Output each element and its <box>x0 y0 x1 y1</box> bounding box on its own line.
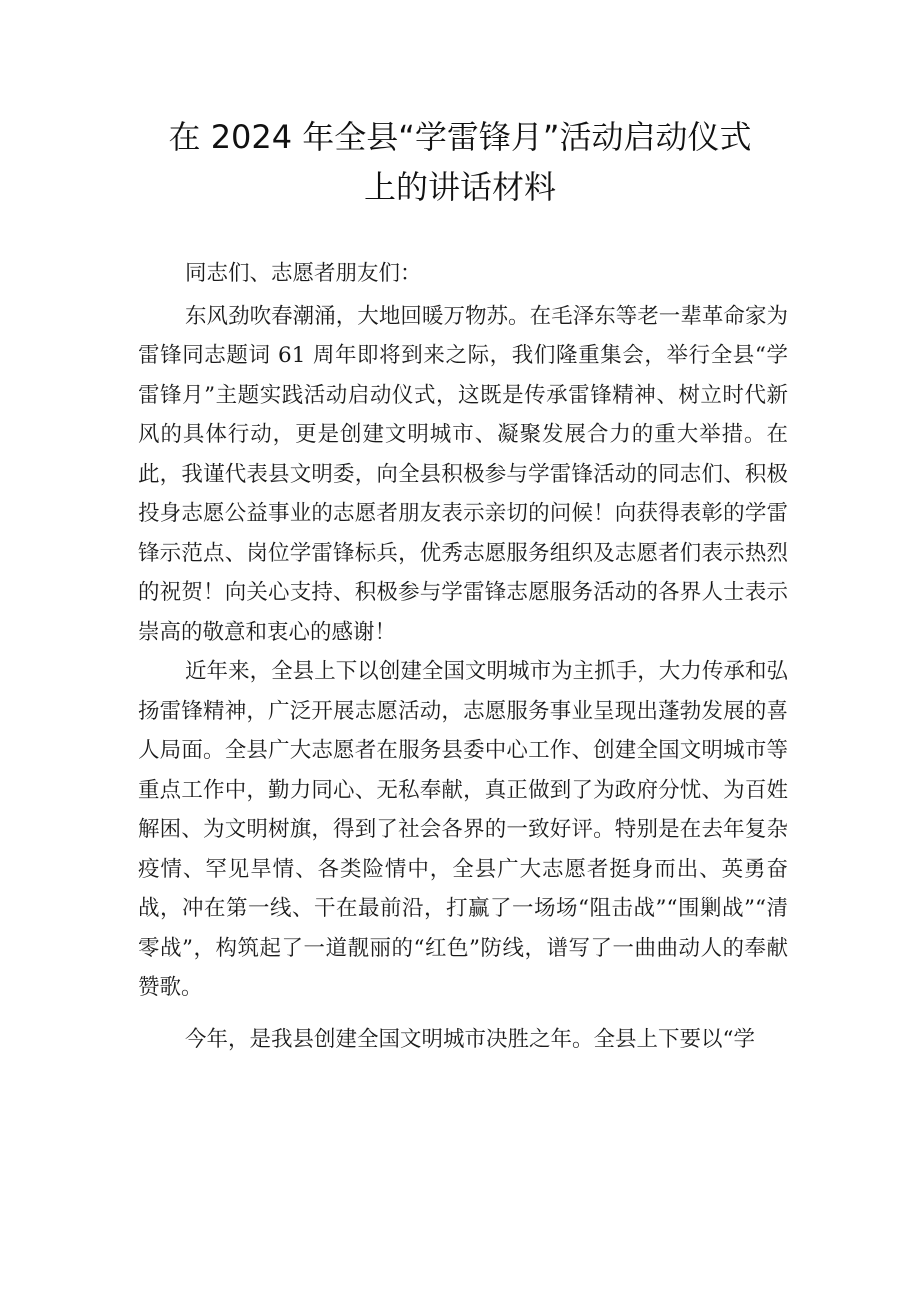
paragraph-opening: 东风劲吹春潮涌，大地回暖万物苏。在毛泽东等老一辈革命家为雷锋同志题词 61 周年即将到来之际，我们隆重集会，举行全县“学雷锋月”主题实践活动启动仪式，这既是传承雷锋精神、树立时代新风的具体行动，更是创建文明城市、凝聚发展合力的重大举措。在此，我谨代表县文明委，向全县积极参与学雷锋活动的同志们、积极投身志愿公益事业的志愿者朋友表示亲切的问候！向获得表彰的学雷锋示范点、岗位学雷锋标兵，优秀志愿服务组织及志愿者们表示热烈的祝贺！向关心支持、积极参与学雷锋志愿服务活动的各界人士表示崇高的敬意和衷心的感谢！ <box>138 303 788 645</box>
title-line-1: 在 2024 年全县“学雷锋月”活动启动仪式 <box>168 118 752 156</box>
document-title <box>0 112 920 212</box>
title-line-2: 上的讲话材料 <box>363 168 556 206</box>
document-body <box>138 254 788 1059</box>
salutation: 同志们、志愿者朋友们： <box>185 261 422 286</box>
paragraph-achievements: 近年来，全县上下以创建全国文明城市为主抓手，大力传承和弘扬雷锋精神，广泛开展志愿活动，志愿服务事业呈现出蓬勃发展的喜人局面。全县广大志愿者在服务县委中心工作、创建全国文明城市等重点工作中，勤力同心、无私奉献，真正做到了为政府分忧、为百姓解困、为文明树旗，得到了社会各界的一致好评。特别是在去年复杂疫情、罕见旱情、各类险情中，全县广大志愿者挺身而出、英勇奋战，冲在第一线、干在最前沿，打赢了一场场“阻击战”“围剿战”“清零战”，构筑起了一道靓丽的“红色”防线，谱写了一曲曲动人的奉献赞歌。 <box>138 659 788 1000</box>
paragraph-this-year: 今年，是我县创建全国文明城市决胜之年。全县上下要以“学 <box>185 1026 755 1052</box>
